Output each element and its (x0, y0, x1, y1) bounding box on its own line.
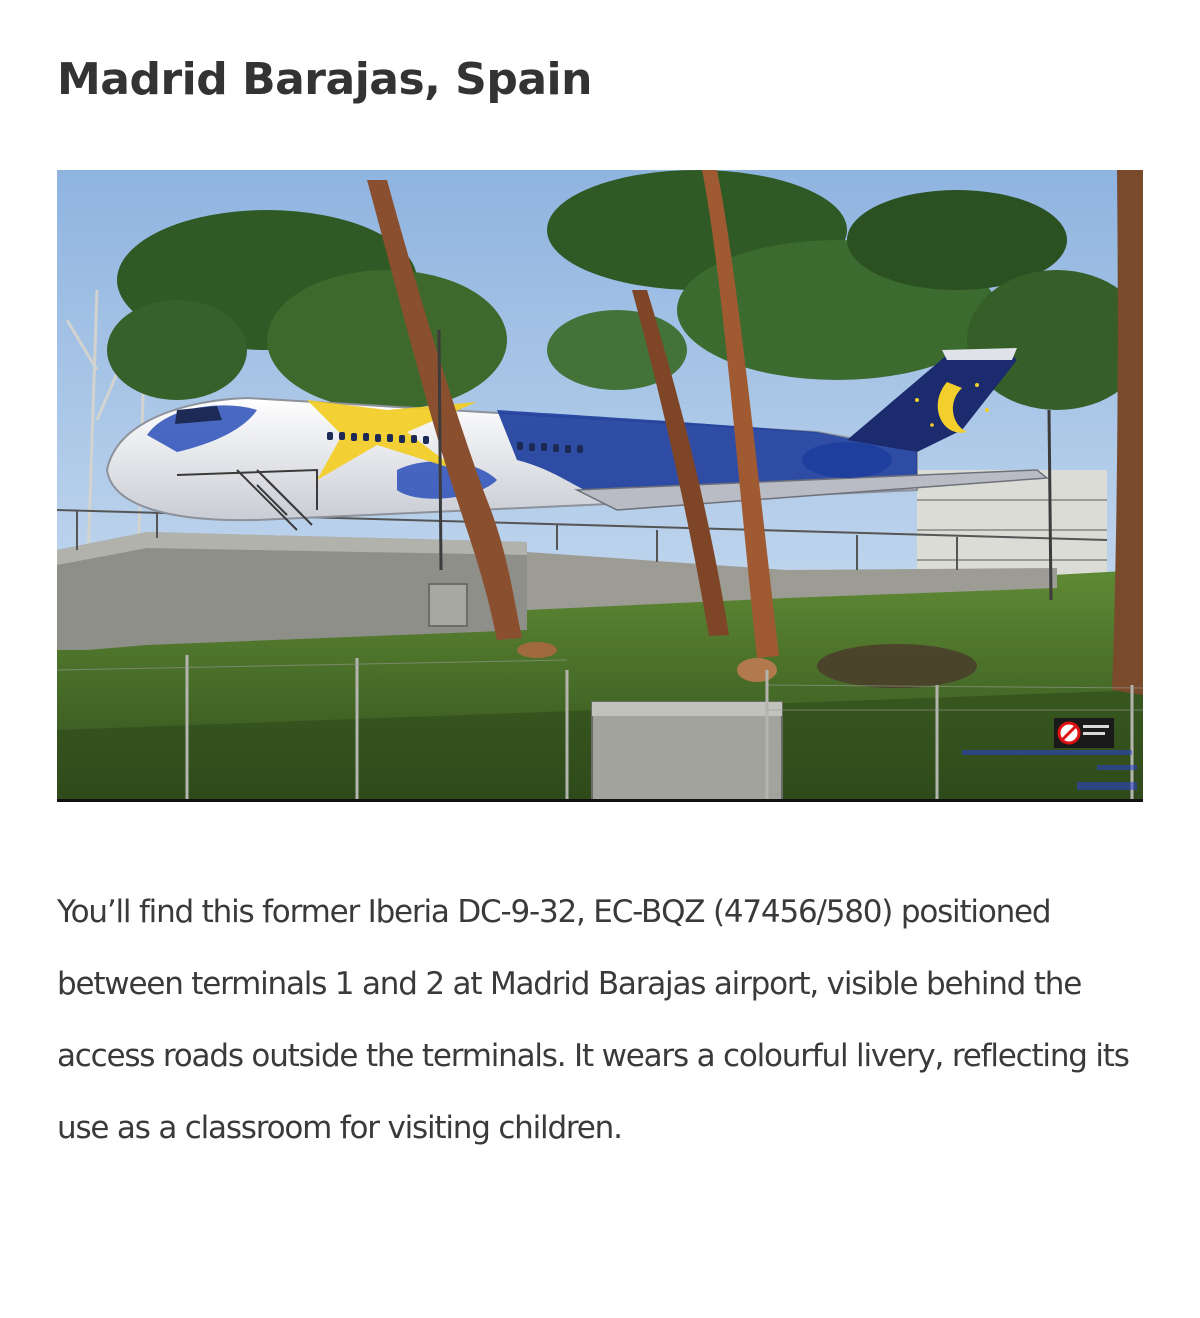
no-entry-sign-icon (1054, 718, 1114, 748)
article-paragraph: You’ll find this former Iberia DC-9-32, EC-BQZ (47456/580) positioned between terminals 1 and 2 at Madrid Barajas airport, visible behind the access roads outside the terminals. It wears a colourful livery, reflecting its use as a classroom for visiting children. (57, 894, 1129, 1146)
article-title: Madrid Barajas, Spain (57, 54, 592, 105)
aircraft-photo-illustration (57, 170, 1143, 802)
aircraft-photo (57, 170, 1143, 802)
